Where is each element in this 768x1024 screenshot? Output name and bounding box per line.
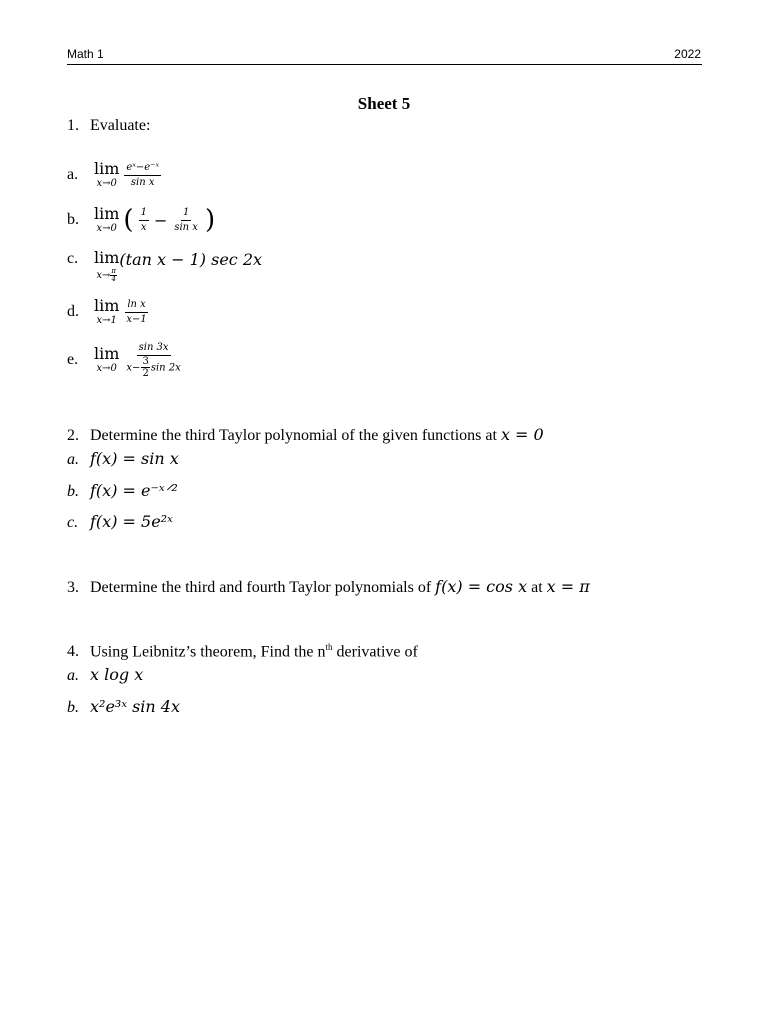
item-label: c. xyxy=(67,514,79,531)
item-label: d. xyxy=(67,302,79,320)
left-paren: ( xyxy=(123,205,134,235)
item-label: b. xyxy=(67,699,79,716)
limit-operator: lim x→1 xyxy=(94,296,120,326)
question-number: 3. xyxy=(67,579,79,596)
q1-item-c xyxy=(67,250,262,283)
fraction: $\frac{1}{\text{sin x}}$ xyxy=(174,207,198,233)
limit-operator: lim x→0 xyxy=(94,204,120,234)
expression: x²e³ˣ sin 4x xyxy=(90,697,181,716)
question-text: at xyxy=(531,579,543,596)
q1-item-a xyxy=(67,161,162,189)
question-number: 1. xyxy=(67,117,79,134)
inline-math: f(x) = cos x xyxy=(435,577,528,596)
fraction: $\frac{\text{eˣ−e⁻ˣ}}{\text{sin x}}$ xyxy=(126,162,159,188)
question-text: derivative of xyxy=(336,643,418,661)
limit-operator: lim x→0 xyxy=(94,159,120,189)
item-label: a. xyxy=(67,451,79,468)
inline-math: x = π xyxy=(546,577,590,596)
fraction: $\frac{1}{x}$ xyxy=(140,207,147,233)
q1-item-d xyxy=(67,298,150,326)
fraction: sin 3x x− $\frac{3}{2}$ sin 2x xyxy=(126,342,181,379)
item-label: c. xyxy=(67,250,79,267)
expression: f(x) = sin x xyxy=(90,449,179,468)
q1-item-b xyxy=(67,205,215,235)
expression: f(x) = e⁻ˣᐟ² xyxy=(90,481,178,500)
sheet-title: Sheet 5 xyxy=(357,94,411,113)
header-rule xyxy=(67,64,702,65)
q1-item-e xyxy=(67,342,184,379)
question-1 xyxy=(67,117,150,135)
q2-item-c xyxy=(67,512,173,532)
question-text: Evaluate: xyxy=(90,117,151,134)
question-text: Determine the third Taylor polynomial of the given functions at xyxy=(90,427,497,444)
right-paren: ) xyxy=(204,205,216,235)
inline-math: x = 0 xyxy=(500,425,544,444)
question-number: 4. xyxy=(67,643,79,661)
question-4 xyxy=(67,642,418,661)
superscript: th xyxy=(325,642,333,652)
question-text: Using Leibnitz’s theorem, Find the n xyxy=(90,643,326,661)
limit-operator: lim x→0 xyxy=(94,344,120,375)
limit-operator: lim x→ $\frac{\pi}{4}$ xyxy=(94,248,120,283)
expression: f(x) = 5e²ˣ xyxy=(90,512,173,531)
q4-item-a xyxy=(67,665,143,685)
q2-item-a xyxy=(67,449,179,469)
q4-item-b xyxy=(67,697,180,717)
minus-sign: − xyxy=(153,210,168,230)
item-label: a. xyxy=(67,165,79,183)
fraction: $\frac{\text{ln x}}{x-1}$ xyxy=(126,299,147,325)
item-label: b. xyxy=(67,483,79,500)
question-2 xyxy=(67,425,544,445)
item-label: b. xyxy=(67,210,79,228)
header-year: 2022 xyxy=(674,47,701,61)
question-text: Determine the third and fourth Taylor polynomials of xyxy=(90,579,432,596)
q2-item-b xyxy=(67,481,178,501)
expression: (tan x − 1) sec 2x xyxy=(119,250,263,269)
item-label: a. xyxy=(67,667,79,684)
question-number: 2. xyxy=(67,427,79,444)
question-3 xyxy=(67,577,590,597)
header-course: Math 1 xyxy=(67,47,104,61)
expression: x log x xyxy=(90,665,144,684)
item-label: e. xyxy=(67,350,79,368)
